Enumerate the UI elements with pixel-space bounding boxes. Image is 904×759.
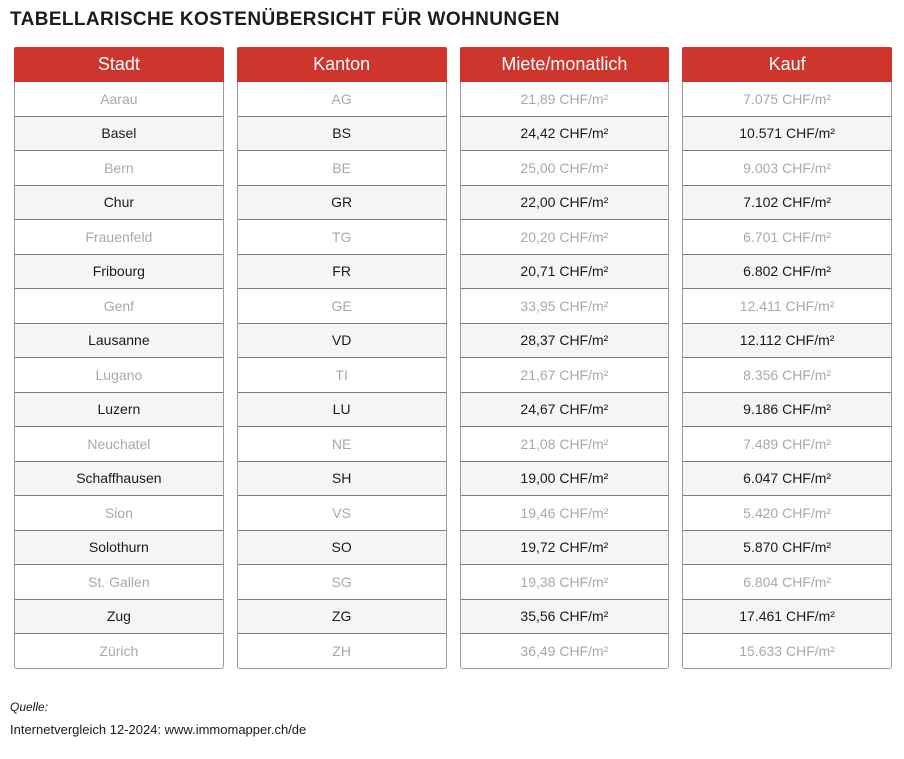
stadt-cell: Chur [15, 185, 223, 221]
miete-cell: 22,00 CHF/m² [461, 185, 669, 221]
column-header-stadt: Stadt [14, 47, 224, 82]
stadt-cell: Neuchatel [15, 427, 223, 461]
stadt-cell: Luzern [15, 392, 223, 428]
stadt-cell: Fribourg [15, 254, 223, 290]
miete-cell: 33,95 CHF/m² [461, 289, 669, 323]
page-title: TABELLARISCHE KOSTENÜBERSICHT FÜR WOHNUNGEN [10, 9, 560, 30]
kauf-cell: 5.420 CHF/m² [683, 496, 891, 530]
kanton-cell: LU [238, 392, 446, 428]
stadt-cell: Aarau [15, 82, 223, 116]
kanton-cell: SH [238, 461, 446, 497]
miete-cell: 25,00 CHF/m² [461, 151, 669, 185]
stadt-cell: Lugano [15, 358, 223, 392]
kauf-cell: 6.802 CHF/m² [683, 254, 891, 290]
kanton-cell: VS [238, 496, 446, 530]
kauf-cell: 15.633 CHF/m² [683, 634, 891, 668]
miete-cell: 19,72 CHF/m² [461, 530, 669, 566]
kanton-cell: AG [238, 82, 446, 116]
miete-cell: 36,49 CHF/m² [461, 634, 669, 668]
kauf-cell: 7.489 CHF/m² [683, 427, 891, 461]
stadt-cell: Lausanne [15, 323, 223, 359]
kauf-cell: 5.870 CHF/m² [683, 530, 891, 566]
kanton-cell: SO [238, 530, 446, 566]
kauf-cell: 8.356 CHF/m² [683, 358, 891, 392]
stadt-cell: Solothurn [15, 530, 223, 566]
miete-cell: 19,46 CHF/m² [461, 496, 669, 530]
kauf-cell: 7.102 CHF/m² [683, 185, 891, 221]
cost-table [14, 47, 892, 669]
stadt-cell: Basel [15, 116, 223, 152]
stadt-cell: Genf [15, 289, 223, 323]
kauf-cell: 6.701 CHF/m² [683, 220, 891, 254]
miete-cell: 21,89 CHF/m² [461, 82, 669, 116]
stadt-cell: Zug [15, 599, 223, 635]
kauf-cell: 9.186 CHF/m² [683, 392, 891, 428]
kanton-cell: BE [238, 151, 446, 185]
stadt-cell: Sion [15, 496, 223, 530]
column-miete [460, 47, 670, 669]
miete-cell: 20,20 CHF/m² [461, 220, 669, 254]
kanton-cell: VD [238, 323, 446, 359]
kauf-cell: 12.112 CHF/m² [683, 323, 891, 359]
column-body-kanton [237, 82, 447, 669]
column-body-miete [460, 82, 670, 669]
stadt-cell: Zürich [15, 634, 223, 668]
column-body-kauf [682, 82, 892, 669]
kauf-cell: 17.461 CHF/m² [683, 599, 891, 635]
column-header-miete: Miete/monatlich [460, 47, 670, 82]
kanton-cell: GR [238, 185, 446, 221]
stadt-cell: Schaffhausen [15, 461, 223, 497]
kauf-cell: 6.047 CHF/m² [683, 461, 891, 497]
column-kanton [237, 47, 447, 669]
miete-cell: 20,71 CHF/m² [461, 254, 669, 290]
kauf-cell: 10.571 CHF/m² [683, 116, 891, 152]
miete-cell: 28,37 CHF/m² [461, 323, 669, 359]
kauf-cell: 9.003 CHF/m² [683, 151, 891, 185]
kanton-cell: ZH [238, 634, 446, 668]
column-header-kanton: Kanton [237, 47, 447, 82]
kauf-cell: 7.075 CHF/m² [683, 82, 891, 116]
stadt-cell: Bern [15, 151, 223, 185]
miete-cell: 21,08 CHF/m² [461, 427, 669, 461]
column-body-stadt [14, 82, 224, 669]
miete-cell: 21,67 CHF/m² [461, 358, 669, 392]
kanton-cell: GE [238, 289, 446, 323]
miete-cell: 19,38 CHF/m² [461, 565, 669, 599]
stadt-cell: St. Gallen [15, 565, 223, 599]
kanton-cell: TI [238, 358, 446, 392]
column-header-kauf: Kauf [682, 47, 892, 82]
miete-cell: 24,67 CHF/m² [461, 392, 669, 428]
source-text: Internetvergleich 12-2024: www.immomapper.ch/de [10, 721, 307, 737]
kanton-cell: FR [238, 254, 446, 290]
source-label: Quelle: [10, 699, 49, 714]
kanton-cell: TG [238, 220, 446, 254]
kanton-cell: SG [238, 565, 446, 599]
kanton-cell: BS [238, 116, 446, 152]
column-stadt [14, 47, 224, 669]
kauf-cell: 12.411 CHF/m² [683, 289, 891, 323]
stadt-cell: Frauenfeld [15, 220, 223, 254]
miete-cell: 35,56 CHF/m² [461, 599, 669, 635]
kanton-cell: ZG [238, 599, 446, 635]
miete-cell: 24,42 CHF/m² [461, 116, 669, 152]
miete-cell: 19,00 CHF/m² [461, 461, 669, 497]
kanton-cell: NE [238, 427, 446, 461]
column-kauf [682, 47, 892, 669]
kauf-cell: 6.804 CHF/m² [683, 565, 891, 599]
